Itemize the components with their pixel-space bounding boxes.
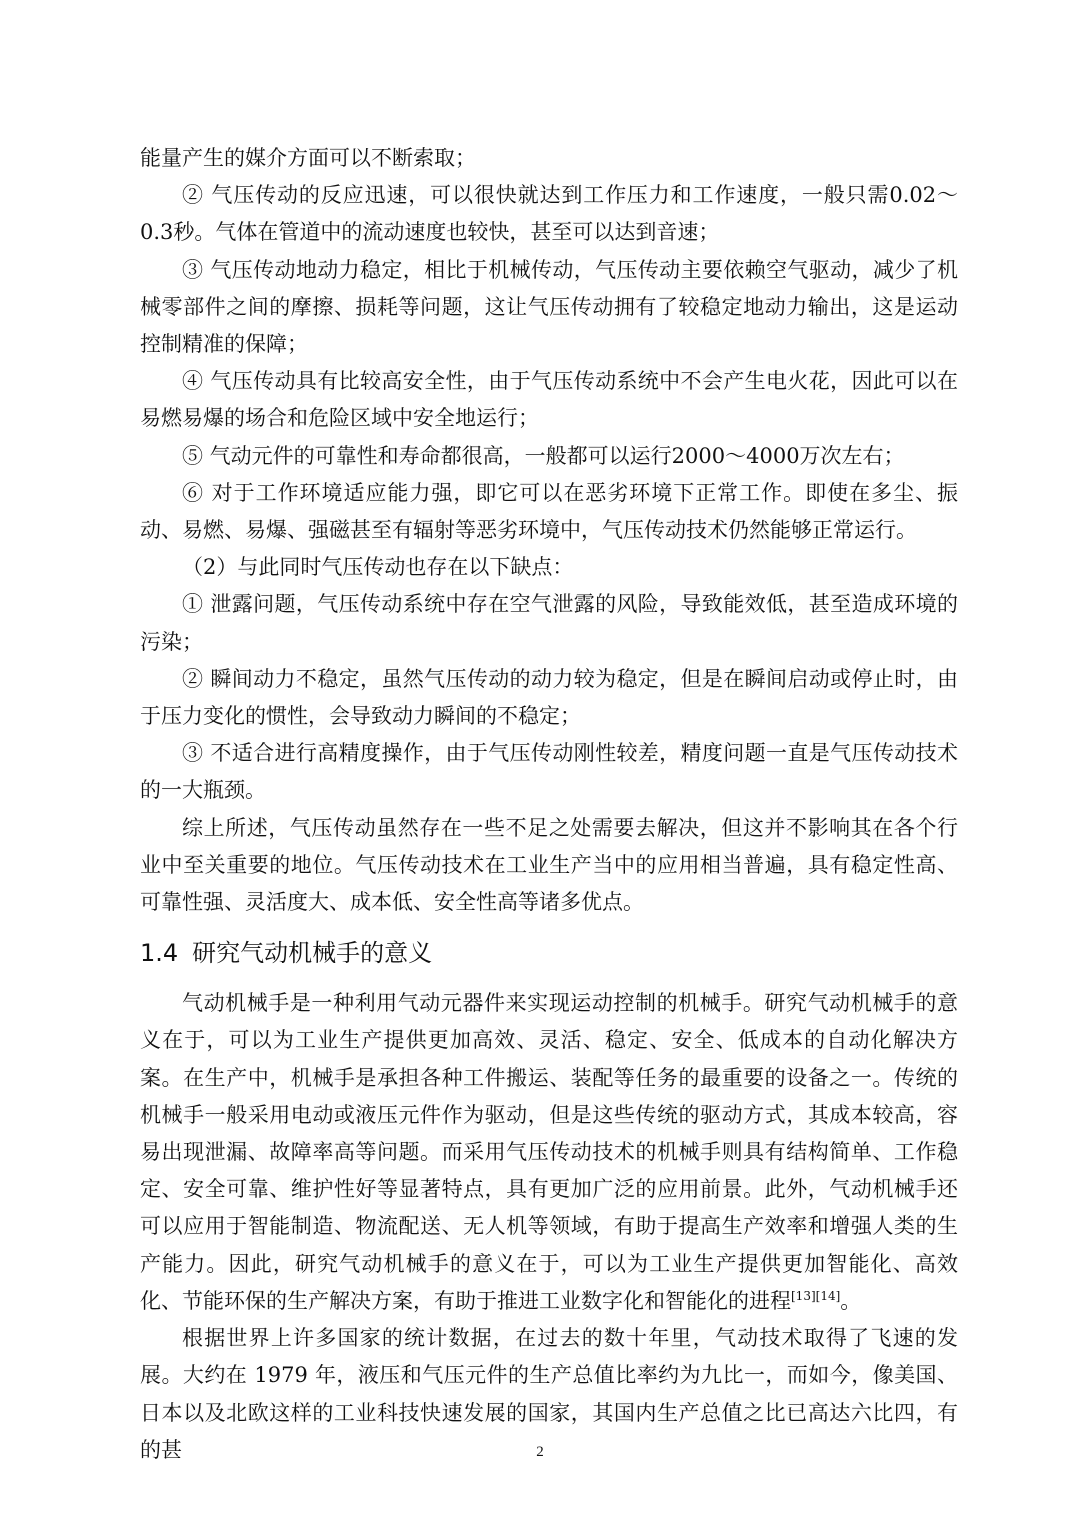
section-number: 1.4: [140, 939, 179, 968]
significance-text: 气动机械手是一种利用气动元器件来实现运动控制的机械手。研究气动机械手的意义在于，可以为工业生产提供更加高效、灵活、稳定、安全、低成本的自动化解决方案。在生产中，机械手是承担各种工件搬运、装配等任务的最重要的设备之一。传统的机械手一般采用电动或液压元件作为驱动，但是这些传统的驱动方式，其成本较高，容易出现泄漏、故障率高等问题。而采用气压传动技术的机械手则具有结构简单、工作稳定、安全可靠、维护性好等显著特点，具有更加广泛的应用前景。此外，气动机械手还可以应用于智能制造、物流配送、无人机等领域，有助于提高生产效率和增强人类的生产能力。因此，研究气动机械手的意义在于，可以为工业生产提供更加智能化、高效化、节能环保的生产解决方案，有助于推进工业数字化和智能化的进程: [140, 991, 958, 1313]
disadvantage-item-1: ① 泄露问题，气压传动系统中存在空气泄露的风险，导致能效低，甚至造成环境的污染；: [140, 592, 958, 654]
summary-paragraph: 综上所述，气压传动虽然存在一些不足之处需要去解决，但这并不影响其在各个行业中至关重要的地位。气压传动技术在工业生产当中的应用相当普遍，具有稳定性高、可靠性强、灵活度大、成本低、安全性高等诸多优点。: [140, 815, 958, 915]
disadvantage-item-3: ③ 不适合进行高精度操作，由于气压传动刚性较差，精度问题一直是气压传动技术的一大瓶颈。: [140, 741, 958, 803]
advantage-item-6: ⑥ 对于工作环境适应能力强，即它可以在恶劣环境下正常工作。即使在多尘、振动、易燃、易爆、强磁甚至有辐射等恶劣环境中，气压传动技术仍然能够正常运行。: [140, 480, 958, 543]
disadvantages-intro: （2）与此同时气压传动也存在以下缺点：: [182, 555, 574, 580]
section-title: 研究气动机械手的意义: [192, 939, 433, 968]
disadvantage-item-2: ② 瞬间动力不稳定，虽然气压传动的动力较为稳定，但是在瞬间启动或停止时，由于压力变化的惯性，会导致动力瞬间的不稳定；: [140, 666, 958, 729]
advantage-item-4: ④ 气压传动具有比较高安全性，由于气压传动系统中不会产生电火花，因此可以在易燃易爆的场合和危险区域中安全地运行；: [140, 369, 958, 431]
section-heading: [140, 935, 958, 971]
statistics-paragraph: 根据世界上许多国家的统计数据，在过去的数十年里，气动技术取得了飞速的发展。大约在 1979 年，液压和气压元件的生产总值比率约为九比一，而如今，像美国、日本以及北欧这样的工业科技快速发展的国家，其国内生产总值之比已高达六比四，有的甚: [140, 1326, 958, 1462]
significance-paragraph: [140, 985, 958, 1320]
significance-end: 。: [840, 1288, 862, 1313]
advantage-item-5: ⑤ 气动元件的可靠性和寿命都很高，一般都可以运行2000～4000万次左右；: [182, 443, 905, 468]
citation-reference[interactable]: [13][14]: [791, 1288, 841, 1303]
page-number: 2: [536, 1444, 544, 1460]
document-page: [140, 140, 958, 1469]
advantage-item-2: ② 气压传动的反应迅速，可以很快就达到工作压力和工作速度，一般只需0.02～0.3秒。气体在管道中的流动速度也较快，甚至可以达到音速；: [140, 183, 958, 245]
paragraph-continuation: 能量产生的媒介方面可以不断索取；: [140, 146, 476, 170]
advantage-item-3: ③ 气压传动地动力稳定，相比于机械传动，气压传动主要依赖空气驱动，减少了机械零部件之间的摩擦、损耗等问题，这让气压传动拥有了较稳定地动力输出，这是运动控制精准的保障；: [140, 257, 958, 357]
